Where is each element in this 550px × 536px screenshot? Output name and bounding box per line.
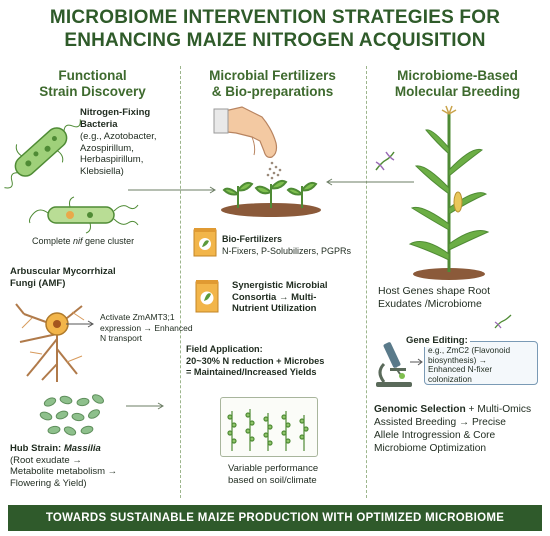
column-divider-right	[366, 66, 367, 498]
field-application: Field Application: 20~30% N reduction + Microbes = Maintained/Increased Yields	[186, 344, 325, 377]
flagellated-bacterium-icon	[30, 195, 140, 235]
seedlings-soil-icon	[216, 168, 326, 218]
field-plants-icon	[224, 401, 312, 453]
amf-note: Activate ZmAMT3;1 expression → Enhanced N transport	[100, 312, 193, 343]
massilia-bacteria-icon	[40, 394, 110, 438]
amf-arrow	[66, 320, 96, 328]
dna-icon-small	[494, 314, 512, 330]
column-head-right: Microbiome-Based Molecular Breeding	[394, 68, 521, 99]
arrow-breeding-to-fertilizer	[322, 178, 414, 186]
footer-banner: TOWARDS SUSTAINABLE MAIZE PRODUCTION WITH OPTIMIZED MICROBIOME	[8, 505, 542, 531]
mycorrhizal-root-icon	[12, 294, 92, 384]
biofertilizer-bag-icon	[192, 226, 218, 258]
microscope-arrow	[410, 358, 424, 366]
nif-cluster-label: Complete nif gene cluster	[32, 236, 135, 246]
biofertilizer-text: Bio-Fertilizers N-Fixers, P-Solubilizers, PGPRs	[222, 234, 352, 256]
hub-strain: Hub Strain: Massilia (Root exudate → Metabolite metabolism → Flowering & Yield)	[10, 443, 118, 489]
main-title	[0, 6, 550, 52]
column-divider-left	[180, 66, 181, 498]
title-line-1: MICROBIOME INTERVENTION STRATEGIES FOR	[49, 7, 501, 28]
rod-bacterium-icon	[4, 112, 79, 192]
nfb-title: Nitrogen-Fixing Bacteria	[80, 107, 151, 130]
consortia-text: Synergistic Microbial Consortia → Multi- Nutrient Utilization	[232, 280, 328, 314]
arrow-nfb-to-fertilizer	[128, 186, 218, 194]
amf-title: Arbuscular Mycorrhizal Fungi (AMF)	[10, 266, 116, 289]
genomic-selection-text: Genomic Selection + Multi-Omics Assisted Breeding → Precise Allele Introgression & Core Microbiome Optimization	[374, 404, 532, 454]
consortia-bag-icon	[194, 278, 220, 314]
gene-editing-detail: e.g., ZmC2 (Flavonoid biosynthesis) → Enhanced N-fixer colonization	[428, 345, 511, 384]
dna-icon	[374, 150, 396, 172]
host-genes-text: Host Genes shape Root Exudates /Microbiome	[378, 285, 491, 310]
arrow-hub-to-field	[126, 402, 166, 410]
title-line-2: ENHANCING MAIZE NITROGEN ACQUISITION	[64, 30, 486, 51]
nfb-examples: (e.g., Azotobacter, Azospirillum, Herbaspirillum, Klebsiella)	[80, 131, 157, 177]
gene-editing-title: Gene Editing:	[406, 335, 468, 346]
variable-performance: Variable performance based on soil/climate	[228, 463, 319, 486]
column-head-left: Functional Strain Discovery	[39, 68, 146, 99]
maize-plant-icon	[406, 104, 492, 284]
column-head-middle: Microbial Fertilizers & Bio-preparations	[209, 68, 336, 99]
